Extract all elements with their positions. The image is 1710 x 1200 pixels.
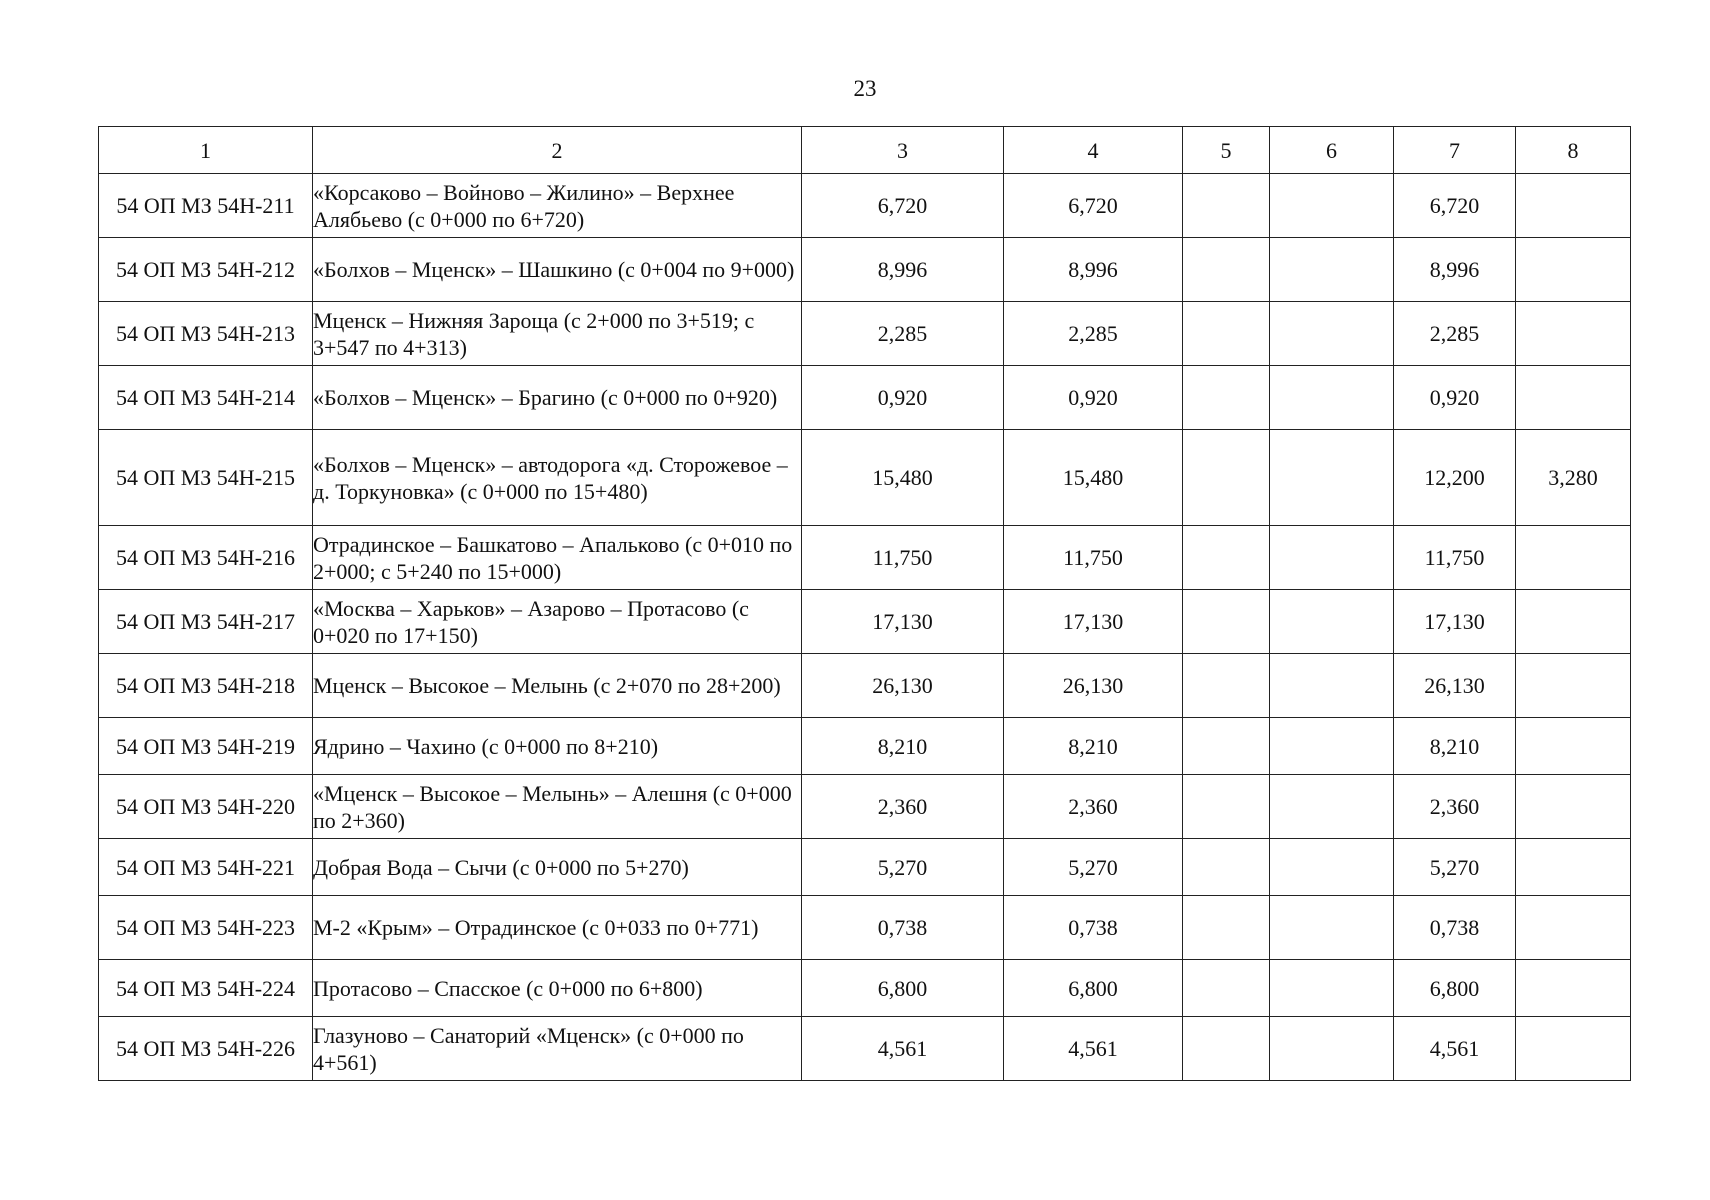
cell-col8 bbox=[1516, 302, 1631, 366]
table-row bbox=[99, 839, 1631, 896]
cell-col8 bbox=[1516, 896, 1631, 960]
cell-col3: 8,210 bbox=[802, 718, 1004, 775]
cell-col8 bbox=[1516, 960, 1631, 1017]
cell-col7: 0,738 bbox=[1394, 896, 1516, 960]
table-row bbox=[99, 526, 1631, 590]
header-cell: 3 bbox=[802, 127, 1004, 174]
cell-col5 bbox=[1183, 526, 1270, 590]
table-row bbox=[99, 366, 1631, 430]
cell-col4: 11,750 bbox=[1004, 526, 1183, 590]
cell-col7: 6,720 bbox=[1394, 174, 1516, 238]
header-cell: 2 bbox=[313, 127, 802, 174]
road-code: 54 ОП МЗ 54Н-211 bbox=[99, 174, 313, 238]
cell-col6 bbox=[1270, 1017, 1394, 1081]
cell-col3: 2,360 bbox=[802, 775, 1004, 839]
cell-col6 bbox=[1270, 590, 1394, 654]
road-code: 54 ОП МЗ 54Н-217 bbox=[99, 590, 313, 654]
road-name: «Болхов – Мценск» – автодорога «д. Сторожевое – д. Торкуновка» (с 0+000 по 15+480) bbox=[313, 430, 802, 526]
cell-col3: 5,270 bbox=[802, 839, 1004, 896]
cell-col4: 5,270 bbox=[1004, 839, 1183, 896]
cell-col3: 0,920 bbox=[802, 366, 1004, 430]
cell-col7: 11,750 bbox=[1394, 526, 1516, 590]
cell-col4: 26,130 bbox=[1004, 654, 1183, 718]
road-name: «Мценск – Высокое – Мелынь» – Алешня (с 0+000 по 2+360) bbox=[313, 775, 802, 839]
cell-col3: 11,750 bbox=[802, 526, 1004, 590]
table-row bbox=[99, 238, 1631, 302]
cell-col3: 6,720 bbox=[802, 174, 1004, 238]
table-row bbox=[99, 174, 1631, 238]
road-code: 54 ОП МЗ 54Н-214 bbox=[99, 366, 313, 430]
cell-col8: 3,280 bbox=[1516, 430, 1631, 526]
road-name: «Болхов – Мценск» – Брагино (с 0+000 по 0+920) bbox=[313, 366, 802, 430]
road-code: 54 ОП МЗ 54Н-221 bbox=[99, 839, 313, 896]
cell-col6 bbox=[1270, 775, 1394, 839]
cell-col7: 17,130 bbox=[1394, 590, 1516, 654]
cell-col7: 12,200 bbox=[1394, 430, 1516, 526]
cell-col5 bbox=[1183, 775, 1270, 839]
cell-col4: 6,800 bbox=[1004, 960, 1183, 1017]
cell-col4: 17,130 bbox=[1004, 590, 1183, 654]
cell-col7: 4,561 bbox=[1394, 1017, 1516, 1081]
road-code: 54 ОП МЗ 54Н-212 bbox=[99, 238, 313, 302]
cell-col7: 0,920 bbox=[1394, 366, 1516, 430]
road-name: «Москва – Харьков» – Азарово – Протасово (с 0+020 по 17+150) bbox=[313, 590, 802, 654]
cell-col3: 6,800 bbox=[802, 960, 1004, 1017]
road-code: 54 ОП МЗ 54Н-219 bbox=[99, 718, 313, 775]
road-name: Протасово – Спасское (с 0+000 по 6+800) bbox=[313, 960, 802, 1017]
cell-col3: 15,480 bbox=[802, 430, 1004, 526]
cell-col5 bbox=[1183, 839, 1270, 896]
header-cell: 5 bbox=[1183, 127, 1270, 174]
cell-col3: 2,285 bbox=[802, 302, 1004, 366]
cell-col3: 8,996 bbox=[802, 238, 1004, 302]
table-row bbox=[99, 775, 1631, 839]
road-name: «Болхов – Мценск» – Шашкино (с 0+004 по 9+000) bbox=[313, 238, 802, 302]
road-name: М-2 «Крым» – Отрадинское (с 0+033 по 0+771) bbox=[313, 896, 802, 960]
road-name: Мценск – Нижняя Зароща (с 2+000 по 3+519; с 3+547 по 4+313) bbox=[313, 302, 802, 366]
road-code: 54 ОП МЗ 54Н-224 bbox=[99, 960, 313, 1017]
cell-col6 bbox=[1270, 896, 1394, 960]
road-code: 54 ОП МЗ 54Н-215 bbox=[99, 430, 313, 526]
roads-table bbox=[98, 126, 1631, 1081]
cell-col8 bbox=[1516, 775, 1631, 839]
road-name: Мценск – Высокое – Мелынь (с 2+070 по 28+200) bbox=[313, 654, 802, 718]
cell-col5 bbox=[1183, 1017, 1270, 1081]
cell-col3: 0,738 bbox=[802, 896, 1004, 960]
table-row bbox=[99, 718, 1631, 775]
cell-col5 bbox=[1183, 366, 1270, 430]
road-name: Отрадинское – Башкатово – Апальково (с 0+010 по 2+000; с 5+240 по 15+000) bbox=[313, 526, 802, 590]
header-cell: 4 bbox=[1004, 127, 1183, 174]
header-row bbox=[99, 127, 1631, 174]
cell-col6 bbox=[1270, 238, 1394, 302]
cell-col5 bbox=[1183, 238, 1270, 302]
header-cell: 1 bbox=[99, 127, 313, 174]
road-name: Ядрино – Чахино (с 0+000 по 8+210) bbox=[313, 718, 802, 775]
cell-col4: 8,210 bbox=[1004, 718, 1183, 775]
cell-col5 bbox=[1183, 590, 1270, 654]
road-name: Добрая Вода – Сычи (с 0+000 по 5+270) bbox=[313, 839, 802, 896]
table-row bbox=[99, 1017, 1631, 1081]
cell-col6 bbox=[1270, 526, 1394, 590]
road-code: 54 ОП МЗ 54Н-216 bbox=[99, 526, 313, 590]
cell-col4: 15,480 bbox=[1004, 430, 1183, 526]
road-code: 54 ОП МЗ 54Н-213 bbox=[99, 302, 313, 366]
cell-col5 bbox=[1183, 896, 1270, 960]
road-code: 54 ОП МЗ 54Н-223 bbox=[99, 896, 313, 960]
cell-col5 bbox=[1183, 654, 1270, 718]
page-number: 23 bbox=[853, 76, 877, 101]
cell-col6 bbox=[1270, 654, 1394, 718]
cell-col5 bbox=[1183, 174, 1270, 238]
road-name: Глазуново – Санаторий «Мценск» (с 0+000 по 4+561) bbox=[313, 1017, 802, 1081]
cell-col7: 6,800 bbox=[1394, 960, 1516, 1017]
cell-col8 bbox=[1516, 174, 1631, 238]
cell-col3: 17,130 bbox=[802, 590, 1004, 654]
cell-col8 bbox=[1516, 718, 1631, 775]
cell-col7: 8,996 bbox=[1394, 238, 1516, 302]
cell-col6 bbox=[1270, 718, 1394, 775]
road-name: «Корсаково – Войново – Жилино» – Верхнее Алябьево (с 0+000 по 6+720) bbox=[313, 174, 802, 238]
cell-col6 bbox=[1270, 302, 1394, 366]
cell-col4: 2,285 bbox=[1004, 302, 1183, 366]
cell-col4: 6,720 bbox=[1004, 174, 1183, 238]
cell-col8 bbox=[1516, 654, 1631, 718]
cell-col5 bbox=[1183, 960, 1270, 1017]
table-row bbox=[99, 896, 1631, 960]
table-row bbox=[99, 430, 1631, 526]
table-row bbox=[99, 302, 1631, 366]
cell-col5 bbox=[1183, 430, 1270, 526]
cell-col7: 8,210 bbox=[1394, 718, 1516, 775]
header-cell: 8 bbox=[1516, 127, 1631, 174]
cell-col7: 2,360 bbox=[1394, 775, 1516, 839]
table-row bbox=[99, 654, 1631, 718]
table-row bbox=[99, 960, 1631, 1017]
cell-col8 bbox=[1516, 238, 1631, 302]
road-code: 54 ОП МЗ 54Н-218 bbox=[99, 654, 313, 718]
header-cell: 6 bbox=[1270, 127, 1394, 174]
cell-col6 bbox=[1270, 174, 1394, 238]
cell-col7: 5,270 bbox=[1394, 839, 1516, 896]
cell-col7: 26,130 bbox=[1394, 654, 1516, 718]
table-row bbox=[99, 590, 1631, 654]
cell-col7: 2,285 bbox=[1394, 302, 1516, 366]
cell-col5 bbox=[1183, 718, 1270, 775]
cell-col4: 8,996 bbox=[1004, 238, 1183, 302]
header-cell: 7 bbox=[1394, 127, 1516, 174]
cell-col8 bbox=[1516, 526, 1631, 590]
cell-col8 bbox=[1516, 839, 1631, 896]
cell-col6 bbox=[1270, 366, 1394, 430]
road-code: 54 ОП МЗ 54Н-220 bbox=[99, 775, 313, 839]
cell-col8 bbox=[1516, 1017, 1631, 1081]
cell-col4: 0,738 bbox=[1004, 896, 1183, 960]
cell-col6 bbox=[1270, 430, 1394, 526]
cell-col5 bbox=[1183, 302, 1270, 366]
cell-col3: 26,130 bbox=[802, 654, 1004, 718]
road-code: 54 ОП МЗ 54Н-226 bbox=[99, 1017, 313, 1081]
cell-col4: 2,360 bbox=[1004, 775, 1183, 839]
cell-col4: 0,920 bbox=[1004, 366, 1183, 430]
cell-col6 bbox=[1270, 960, 1394, 1017]
cell-col4: 4,561 bbox=[1004, 1017, 1183, 1081]
cell-col3: 4,561 bbox=[802, 1017, 1004, 1081]
cell-col8 bbox=[1516, 366, 1631, 430]
cell-col6 bbox=[1270, 839, 1394, 896]
cell-col8 bbox=[1516, 590, 1631, 654]
